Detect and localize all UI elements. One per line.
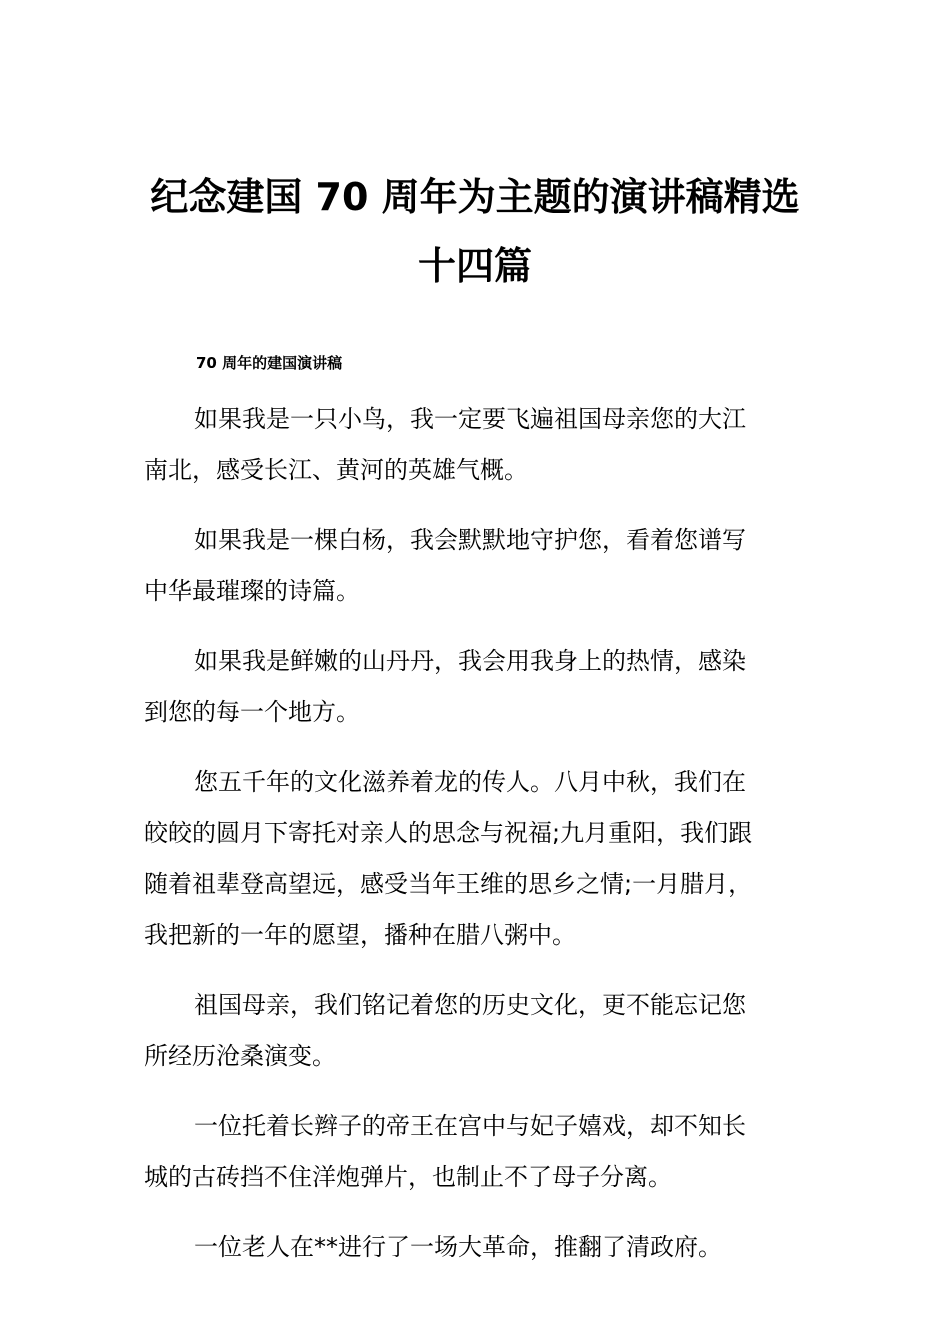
paragraph-2: [144, 515, 794, 617]
paragraph-7: [144, 1222, 794, 1273]
paragraph-6: [144, 1101, 794, 1203]
paragraph-line: 如果我是一只小鸟，我一定要飞遍祖国母亲您的大江: [194, 405, 746, 433]
document-body: [144, 394, 794, 1292]
paragraph-line: 随着祖辈登高望远，感受当年王维的思乡之情;一月腊月，: [144, 870, 753, 898]
paragraph-line: 祖国母亲，我们铭记着您的历史文化，更不能忘记您: [194, 991, 746, 1019]
paragraph-line: 一位老人在**进行了一场大革命，推翻了清政府。: [194, 1233, 722, 1261]
paragraph-line: 您五千年的文化滋养着龙的传人。八月中秋，我们在: [194, 768, 746, 796]
document-title: [120, 163, 830, 301]
paragraph-line: 我把新的一年的愿望，播种在腊八粥中。: [144, 921, 576, 949]
paragraph-line: 如果我是鲜嫩的山丹丹，我会用我身上的热情，感染: [194, 647, 746, 675]
paragraph-1: [144, 394, 794, 496]
paragraph-line: 皎皎的圆月下寄托对亲人的思念与祝福;九月重阳，我们跟: [144, 819, 753, 847]
paragraph-line: 所经历沧桑演变。: [144, 1042, 336, 1070]
paragraph-3: [144, 636, 794, 738]
document-title-line-2: 十四篇: [417, 244, 532, 288]
paragraph-line: 城的古砖挡不住洋炮弹片，也制止不了母子分离。: [144, 1163, 672, 1191]
paragraph-4: [144, 757, 794, 961]
paragraph-line: 一位托着长辫子的帝王在宫中与妃子嬉戏，却不知长: [194, 1112, 746, 1140]
document-title-line-1: 纪念建国 70 周年为主题的演讲稿精选: [150, 175, 800, 219]
paragraph-line: 南北，感受长江、黄河的英雄气概。: [144, 456, 528, 484]
section-heading: 70 周年的建国演讲稿: [196, 354, 343, 372]
paragraph-line: 到您的每一个地方。: [144, 698, 360, 726]
paragraph-line: 中华最璀璨的诗篇。: [144, 577, 360, 605]
paragraph-line: 如果我是一棵白杨，我会默默地守护您，看着您谱写: [194, 526, 746, 554]
paragraph-5: [144, 980, 794, 1082]
